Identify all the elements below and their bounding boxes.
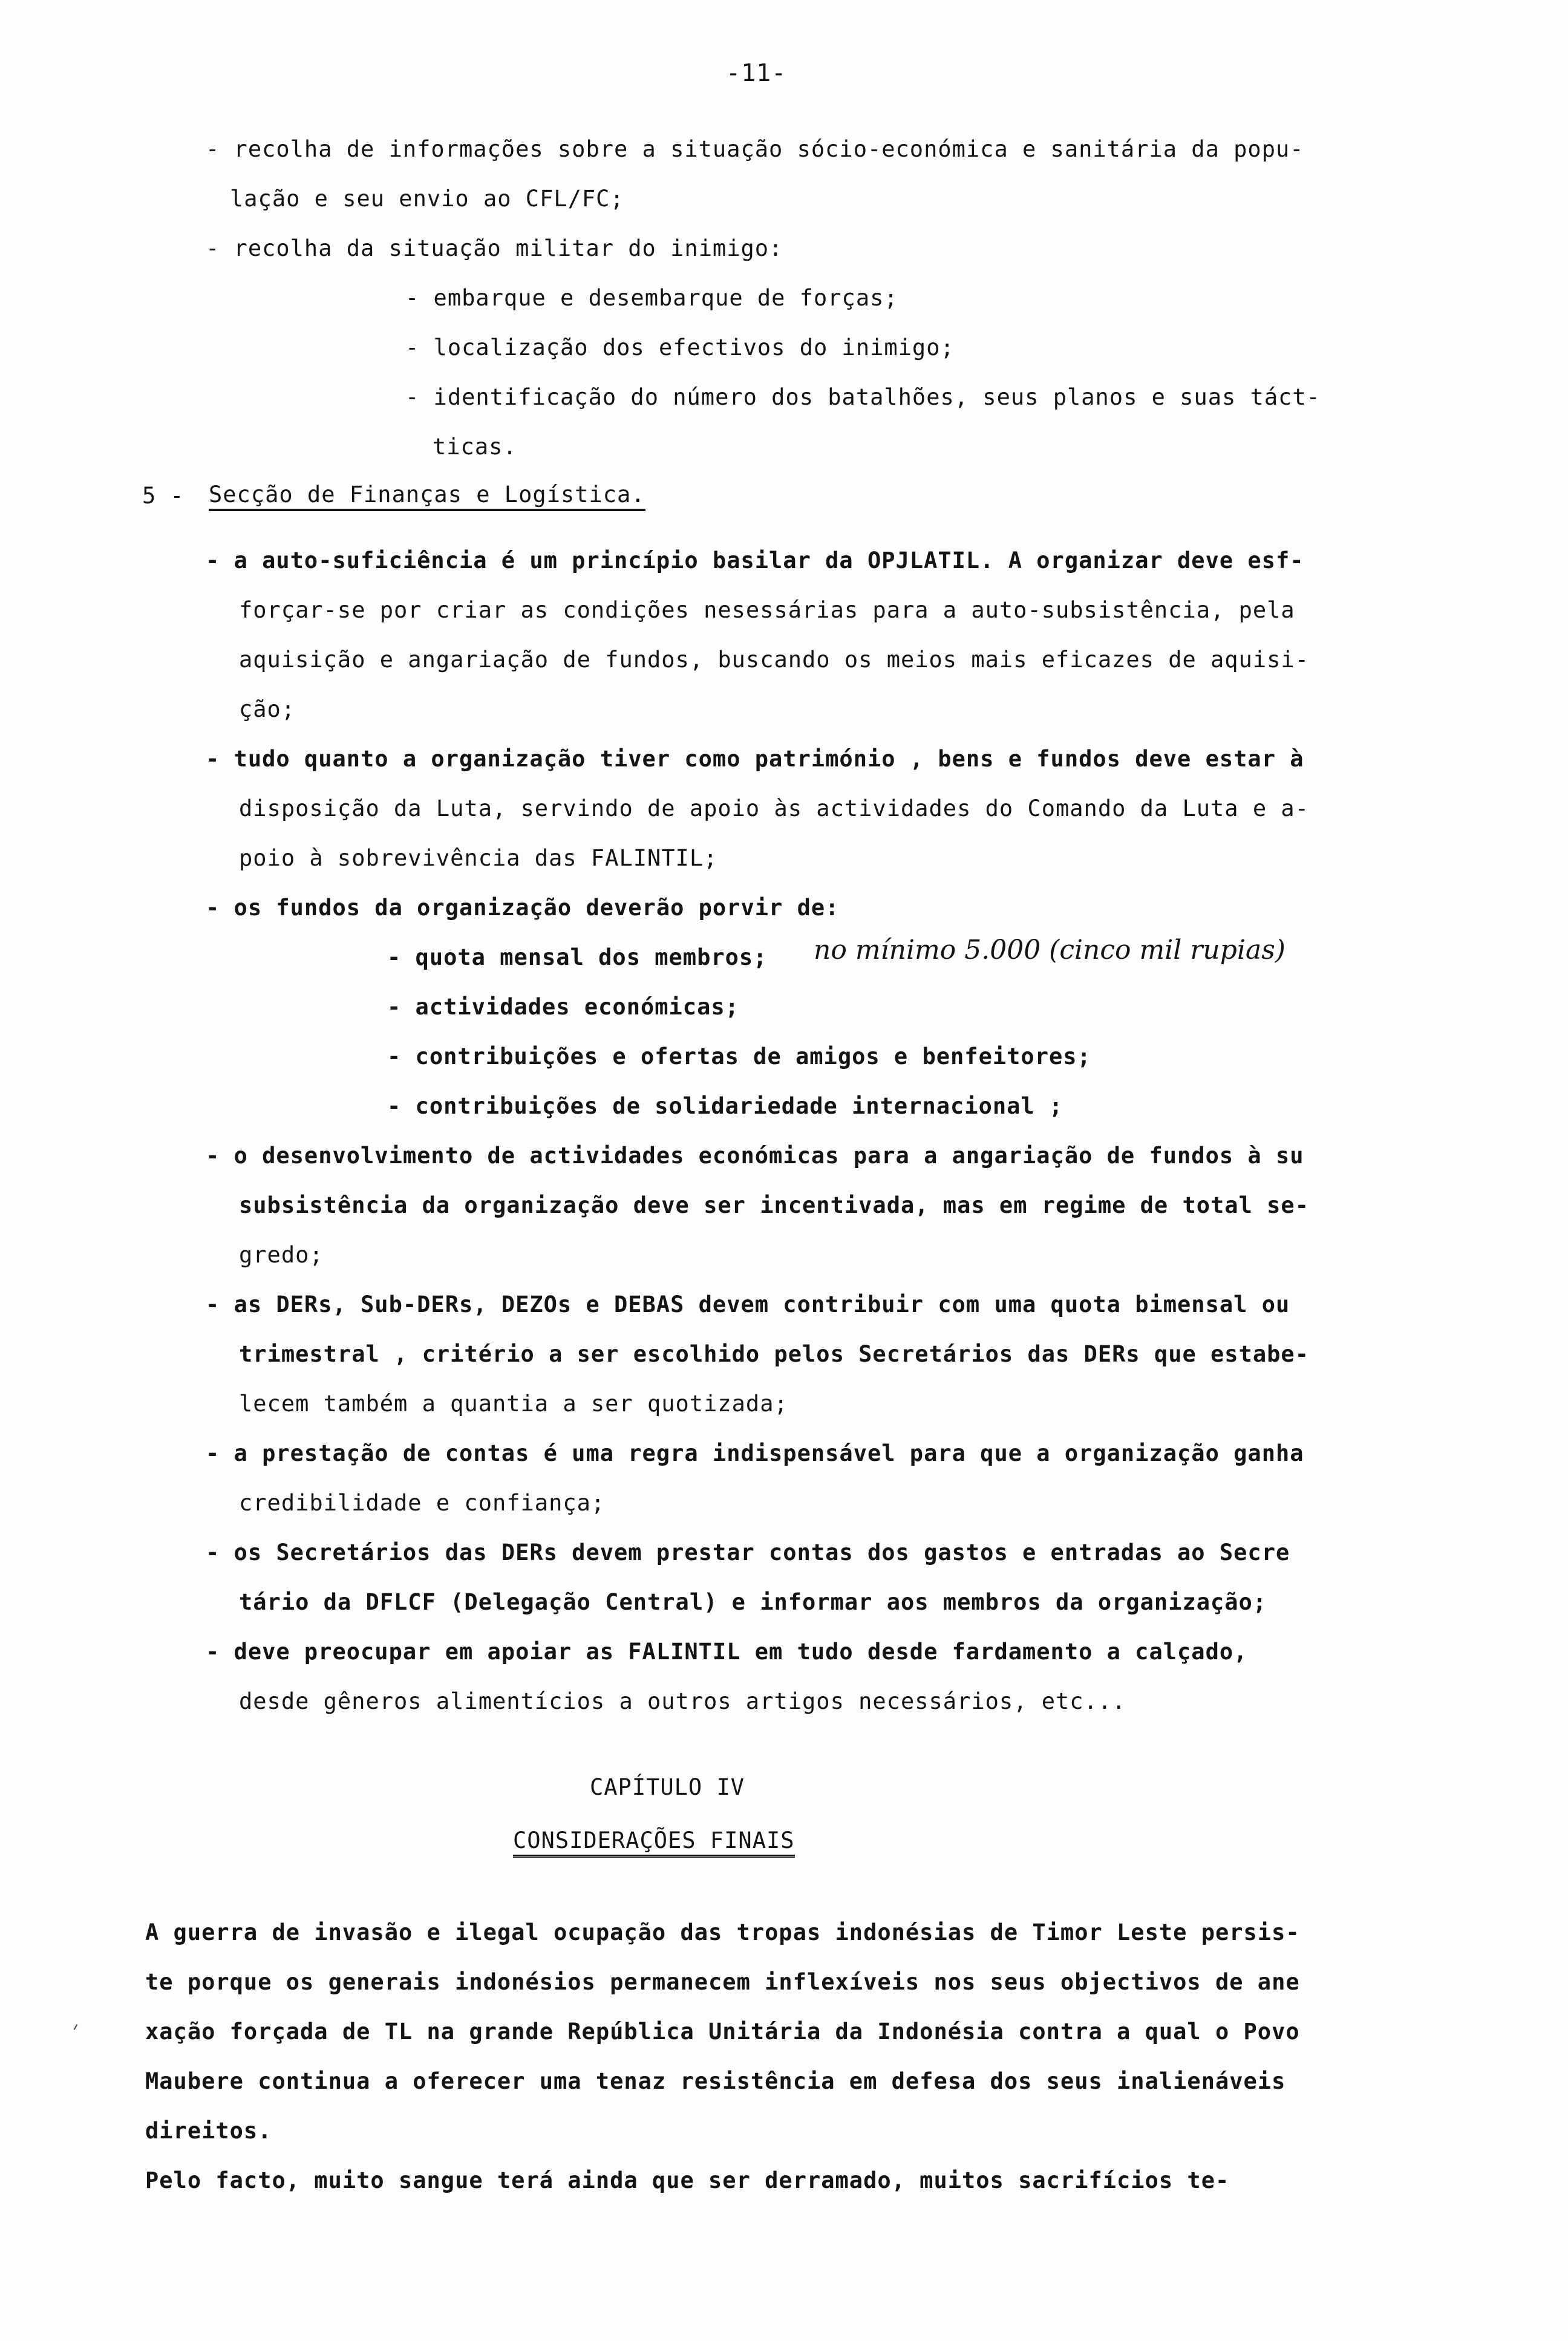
text-line: desde gêneros alimentícios a outros artigos necessários, etc... [239, 1688, 1126, 1714]
text-line: - contribuições e ofertas de amigos e benfeitores; [387, 1043, 1091, 1069]
text-line: - tudo quanto a organização tiver como património , bens e fundos deve estar à [206, 746, 1304, 772]
text-line: lecem também a quantia a ser quotizada; [239, 1391, 788, 1417]
section-number: 5 - [142, 483, 185, 509]
text-line: tário da DFLCF (Delegação Central) e informar aos membros da organização; [239, 1589, 1267, 1615]
text-line: - os Secretários das DERs devem prestar contas dos gastos e entradas ao Secre [206, 1539, 1290, 1566]
text-line: Maubere continua a oferecer uma tenaz resistência em defesa dos seus inalienáveis [145, 2068, 1286, 2094]
margin-mark [74, 2024, 78, 2030]
handwritten-note: no mínimo 5.000 (cinco mil rupias) [814, 935, 1285, 965]
text-line: - a auto-suficiência é um princípio basilar da OPJLATIL. A organizar deve esf- [206, 547, 1304, 573]
text-line: ticas. [433, 434, 517, 460]
text-line: - recolha da situação militar do inimigo: [206, 235, 783, 261]
text-line: ção; [239, 696, 296, 722]
text-line: - contribuições de solidariedade internacional ; [387, 1093, 1063, 1119]
page-number: -11- [726, 59, 787, 87]
text-line: disposição da Luta, servindo de apoio às actividades do Comando da Luta e a- [239, 795, 1309, 821]
chapter-subtitle: CONSIDERAÇÕES FINAIS [513, 1827, 795, 1858]
text-line: aquisição e angariação de fundos, buscando os meios mais eficazes de aquisi- [239, 647, 1309, 673]
text-line: - embarque e desembarque de forças; [405, 285, 898, 311]
text-line: A guerra de invasão e ilegal ocupação das tropas indonésias de Timor Leste persis- [145, 1919, 1300, 1945]
text-line: xação forçada de TL na grande República Unitária da Indonésia contra a qual o Povo [145, 2019, 1300, 2045]
text-line: credibilidade e confiança; [239, 1490, 606, 1516]
text-line: - as DERs, Sub-DERs, DEZOs e DEBAS devem contribuir com uma quota bimensal ou [206, 1291, 1290, 1317]
text-line: te porque os generais indonésios permanecem inflexíveis nos seus objectivos de ane [145, 1969, 1300, 1995]
text-line: gredo; [239, 1242, 324, 1268]
text-line: - o desenvolvimento de actividades económicas para a angariação de fundos à su [206, 1143, 1304, 1169]
text-line: - deve preocupar em apoiar as FALINTIL em tudo desde fardamento a calçado, [206, 1639, 1248, 1665]
text-line: Pelo facto, muito sangue terá ainda que ser derramado, muitos sacrifícios te- [145, 2167, 1230, 2193]
text-line: poio à sobrevivência das FALINTIL; [239, 845, 718, 871]
text-line: lação e seu envio ao CFL/FC; [230, 186, 624, 212]
text-line: direitos. [145, 2118, 272, 2144]
text-line: subsistência da organização deve ser incentivada, mas em regime de total se- [239, 1192, 1309, 1218]
text-line: - a prestação de contas é uma regra indispensável para que a organização ganha [206, 1440, 1304, 1466]
text-line: trimestral , critério a ser escolhido pelos Secretários das DERs que estabe- [239, 1341, 1309, 1367]
text-line: - os fundos da organização deverão porvir de: [206, 895, 840, 921]
text-line: - quota mensal dos membros; [387, 944, 768, 970]
text-line: - identificação do número dos batalhões, seus planos e suas táct- [405, 384, 1321, 410]
section-title: Secção de Finanças e Logística. [209, 481, 645, 511]
text-line: - localização dos efectivos do inimigo; [405, 335, 955, 361]
text-line: - recolha de informações sobre a situação sócio-económica e sanitária da popu- [206, 136, 1304, 162]
text-line: - actividades económicas; [387, 994, 739, 1020]
chapter-title: CAPÍTULO IV [590, 1774, 745, 1800]
text-line: forçar-se por criar as condições nesessárias para a auto-subsistência, pela [239, 597, 1295, 623]
